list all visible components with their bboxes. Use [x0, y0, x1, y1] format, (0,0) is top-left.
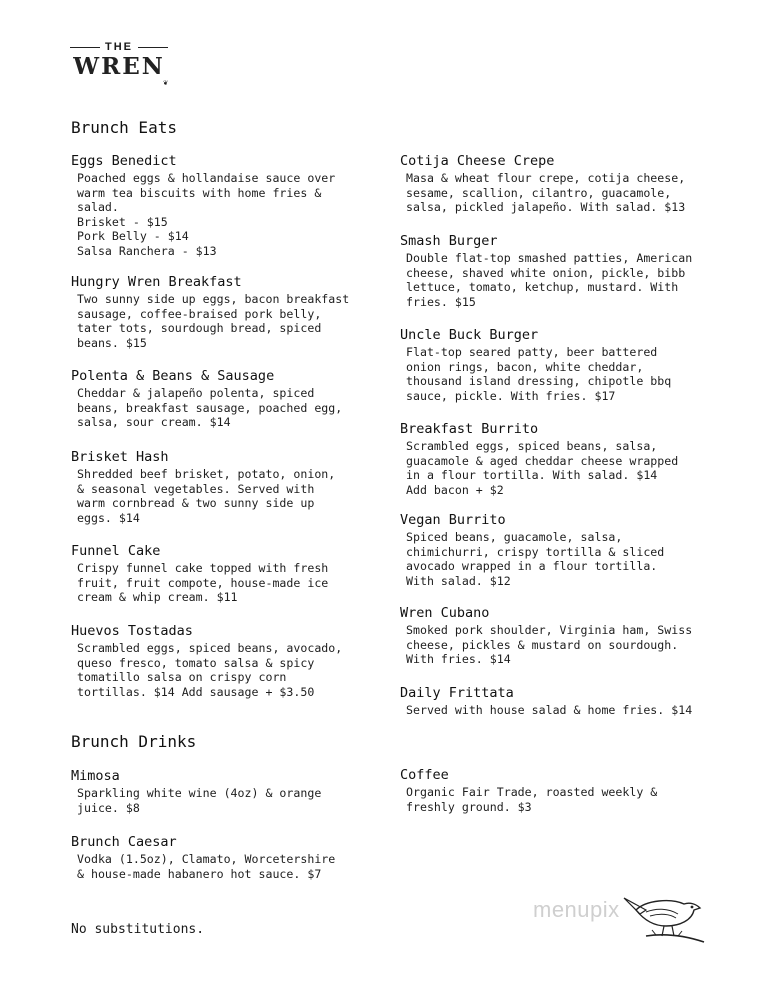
logo-top-row	[70, 40, 168, 54]
menu-item-smash-burger	[400, 233, 720, 309]
item-name: Coffee	[400, 767, 449, 783]
menu-item-daily-frittata	[400, 685, 730, 718]
item-description: Flat-top seared patty, beer battered onion rings, bacon, white cheddar, thousand island dressing, chipotle bbq sauce, pickle. With fries. $17	[406, 345, 672, 403]
item-name: Cotija Cheese Crepe	[400, 153, 555, 169]
menu-item-vegan-burrito	[400, 512, 720, 588]
item-name: Brunch Caesar	[71, 834, 177, 850]
menu-item-huevos-tostadas	[71, 623, 371, 699]
item-description: Two sunny side up eggs, bacon breakfast sausage, coffee-braised pork belly, tater tots, sourdough bread, spiced beans. $15	[77, 292, 350, 350]
logo-the-text: THE	[105, 41, 133, 53]
item-name: Polenta & Beans & Sausage	[71, 368, 275, 384]
item-name: Huevos Tostadas	[71, 623, 193, 639]
watermark: menupix	[533, 897, 620, 922]
item-description: Vodka (1.5oz), Clamato, Worcetershire & house-made habanero hot sauce. $7	[77, 852, 336, 881]
item-name: Brisket Hash	[71, 449, 169, 465]
item-name: Vegan Burrito	[400, 512, 506, 528]
menu-item-coffee	[400, 767, 720, 814]
item-name: Wren Cubano	[400, 605, 490, 621]
menu-item-eggs-benedict	[71, 153, 371, 259]
item-description: Crispy funnel cake topped with fresh fruit, fruit compote, house-made ice cream & whip cream. $11	[77, 561, 329, 605]
item-name: Hungry Wren Breakfast	[71, 274, 242, 290]
menu-item-mimosa	[71, 768, 371, 815]
item-name: Daily Frittata	[400, 685, 514, 701]
item-description: Organic Fair Trade, roasted weekly & freshly ground. $3	[406, 785, 658, 814]
item-name: Breakfast Burrito	[400, 421, 539, 437]
item-name: Smash Burger	[400, 233, 498, 249]
item-description: Masa & wheat flour crepe, cotija cheese, sesame, scallion, cilantro, guacamole, salsa, pickled jalapeño. With salad. $13	[406, 171, 686, 215]
item-description: Spiced beans, guacamole, salsa, chimichurri, crispy tortilla & sliced avocado wrapped in a flour tortilla. With salad. $12	[406, 530, 665, 588]
menu-item-polenta-beans-sausage	[71, 368, 371, 430]
item-description: Scrambled eggs, spiced beans, avocado, queso fresco, tomato salsa & spicy tomatillo salsa on crispy corn tortillas. $14 Add sausage + $3.50	[77, 641, 343, 699]
footer-note: No substitutions.	[71, 922, 205, 937]
item-name: Funnel Cake	[71, 543, 161, 559]
logo-rule-left	[70, 47, 100, 48]
logo-rule-right	[138, 47, 168, 48]
menu-item-wren-cubano	[400, 605, 720, 667]
brunch-drinks-title: Brunch Drinks	[71, 732, 197, 751]
menu-item-cotija-cheese-crepe	[400, 153, 720, 215]
menu-item-breakfast-burrito	[400, 421, 720, 497]
item-description: Smoked pork shoulder, Virginia ham, Swiss cheese, pickles & mustard on sourdough. With fries. $14	[406, 623, 693, 667]
restaurant-logo	[70, 40, 168, 90]
item-description: Sparkling white wine (4oz) & orange juice. $8	[77, 786, 322, 815]
item-description: Shredded beef brisket, potato, onion, & seasonal vegetables. Served with warm cornbread & two sunny side up eggs. $14	[77, 467, 336, 525]
wren-bird-icon	[616, 886, 706, 946]
menu-item-funnel-cake	[71, 543, 371, 605]
menu-item-uncle-buck-burger	[400, 327, 720, 403]
hop-icon: ❦	[163, 78, 168, 87]
item-description: Poached eggs & hollandaise sauce over warm tea biscuits with home fries & salad. Brisket - $15 Pork Belly - $14 Salsa Ranchera - $13	[77, 171, 336, 258]
item-name: Mimosa	[71, 768, 120, 784]
menu-item-hungry-wren-breakfast	[71, 274, 371, 350]
logo-wren-text: WREN	[73, 53, 165, 80]
item-description: Served with house salad & home fries. $14	[406, 703, 693, 717]
item-description: Cheddar & jalapeño polenta, spiced beans, breakfast sausage, poached egg, salsa, sour cream. $14	[77, 386, 343, 430]
item-description: Scrambled eggs, spiced beans, salsa, guacamole & aged cheddar cheese wrapped in a flour tortilla. With salad. $14 Add bacon + $2	[406, 439, 679, 497]
menu-item-brunch-caesar	[71, 834, 371, 881]
menu-item-brisket-hash	[71, 449, 371, 525]
item-description: Double flat-top smashed patties, American cheese, shaved white onion, pickle, bibb lettuce, tomato, ketchup, mustard. With fries. $15	[406, 251, 693, 309]
item-name: Eggs Benedict	[71, 153, 177, 169]
brunch-eats-title: Brunch Eats	[71, 118, 177, 137]
item-name: Uncle Buck Burger	[400, 327, 539, 343]
